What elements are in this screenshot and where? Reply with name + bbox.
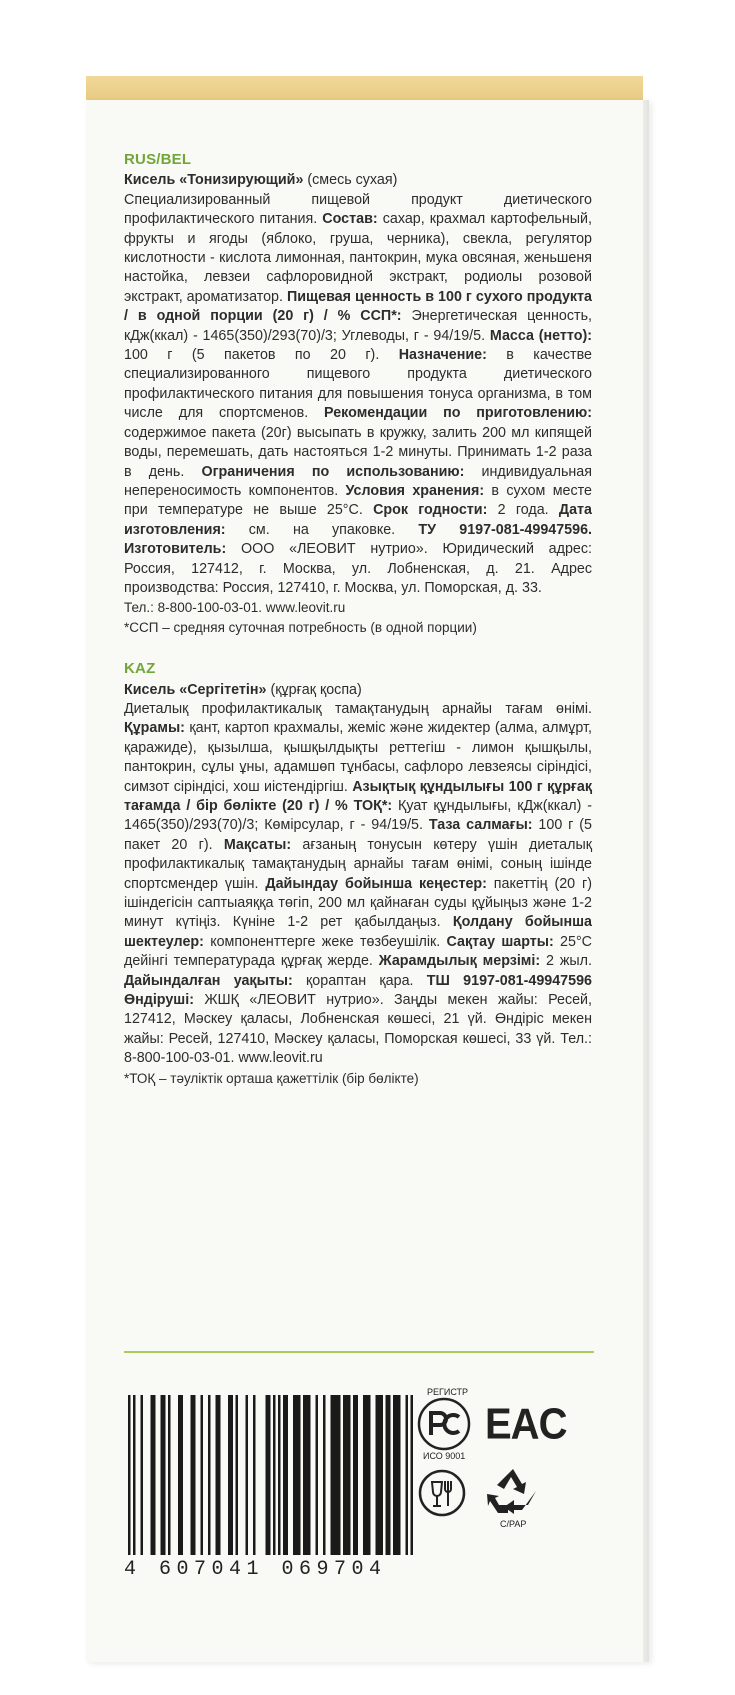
label-text-run: содержимое пакета (20г) высыпать в кружку, залить 200 мл кипящей воды, перемешать, дать настояться 1-2 минуты. Принимать 1-2 раза в день. xyxy=(124,424,592,480)
barcode-bar xyxy=(353,1395,358,1555)
footnote-rus: *ССП – средняя суточная потребность (в одной порции) xyxy=(124,619,477,635)
barcode-bar xyxy=(191,1395,196,1555)
label-heading: Дата изготовления: xyxy=(124,502,592,538)
label-text-run: 25°С дейінгі температурада құрғақ жерде. xyxy=(124,933,592,970)
barcode-bar xyxy=(411,1395,414,1555)
label-text-run: см. на упаковке. xyxy=(225,521,419,538)
label-heading: ТУ 9197-081-49947596. Изготовитель: xyxy=(124,521,592,558)
label-text-run: Специализированный пищевой продукт диетического профилактического питания. xyxy=(124,191,592,228)
product-title-rus xyxy=(124,171,592,190)
label-heading: Таза салмағы: xyxy=(428,817,533,834)
barcode-bar xyxy=(246,1395,249,1555)
label-text-run: 2 жыл. xyxy=(540,953,592,970)
barcode-bar xyxy=(151,1395,156,1555)
label-text-run: Диеталық профилактикалық тамақтанудың арнайы тағам өнімі. xyxy=(124,700,592,717)
barcode-bar xyxy=(133,1395,136,1555)
food-contact-icon xyxy=(417,1468,467,1518)
barcode-bar xyxy=(236,1395,239,1555)
lang-code-kaz: KAZ xyxy=(124,660,156,678)
barcode-bar xyxy=(323,1395,326,1555)
product-name-rus: Кисель «Тонизирующий» xyxy=(124,172,304,189)
rst-bottom-label: ИСО 9001 xyxy=(423,1451,466,1461)
product-type-rus: (смесь сухая) xyxy=(303,172,398,189)
label-text-run: Энергетическая ценность, кДж(ккал) - 1465(350)/293(70)/3; Углеводы, г - 94/19/5. xyxy=(124,308,592,344)
recycle-label: С/PAP xyxy=(500,1519,527,1529)
label-heading: Срок годности: xyxy=(373,502,488,519)
label-heading: Мақсаты: xyxy=(223,836,292,853)
footnote-kaz: *ТОҚ – тәуліктік орташа қажеттілік (бір бөлікте) xyxy=(124,1070,419,1086)
barcode-bar xyxy=(316,1395,319,1555)
label-heading: Дайындау бойынша кеңестер: xyxy=(265,875,487,892)
barcode-bar xyxy=(331,1395,341,1555)
label-heading: Жарамдылық мерзімі: xyxy=(378,953,541,970)
rst-certification-mark xyxy=(415,1387,473,1461)
label-heading: Дайындалған уақыты: xyxy=(124,972,293,989)
label-text-run: в качестве специализированного пищевого продукта диетического профилактического питания для повышения тонуса организма, в том числе для спортсменов. xyxy=(124,347,592,422)
label-text-run: қораптан қара. xyxy=(292,972,427,989)
label-text-run: сахар, крахмал картофельный, фрукты и ягоды (яблоко, груша, черника), свекла, регулятор кислотности - кислота лимонная, пантокрин, мука овсяная, женьшеня настойка, левзеи сафлоровидной экстракт, родиолы розовой экстракт, ароматизатор. xyxy=(124,211,593,305)
label-heading: Назначение: xyxy=(398,347,487,364)
contacts-rus: Тел.: 8-800-100-03-01. www.leovit.ru xyxy=(124,600,346,616)
barcode-bar xyxy=(208,1395,211,1555)
barcode-bar xyxy=(273,1395,276,1555)
label-text xyxy=(124,150,592,1088)
label-heading: Состав: xyxy=(322,211,378,228)
eac-mark: EAC xyxy=(485,1400,567,1449)
label-text-run: ағзаның тонусын көтеру үшін диеталық профилактикалық тамақтанудың арнайы тағам өнімі, соның ішінде спортсмендер үшін. xyxy=(124,836,592,892)
label-heading: Рекомендации по приготовлению: xyxy=(324,405,592,422)
barcode-bar xyxy=(406,1395,409,1555)
label-text-run: пакеттің (20 г) ішіндегісін саптыаяққа төгіп, 200 мл қайнаған суды құйыңыз және 1-2 минут күтіңіз. Күніне 1-2 рет қабылдаңыз. xyxy=(124,875,592,931)
barcode-bar xyxy=(128,1395,131,1555)
barcode-bar xyxy=(216,1395,221,1555)
rus-block xyxy=(124,150,592,637)
kaz-block xyxy=(124,659,592,1088)
barcode-bar xyxy=(161,1395,166,1555)
rst-top-label: РЕГИСТР xyxy=(427,1387,469,1397)
recycle-icon xyxy=(484,1465,542,1529)
product-type-kaz: (құрғақ қоспа) xyxy=(266,681,362,698)
lang-code-rus: RUS/BEL xyxy=(124,151,192,168)
barcode-bar xyxy=(293,1395,301,1555)
label-text-run: 100 г (5 пакетов по 20 г). xyxy=(124,347,399,364)
barcode-digits: 4 607041 069704 xyxy=(124,1558,387,1581)
package-side-edge xyxy=(643,100,649,1662)
label-text-run: индивидуальная непереносимость компонентов. xyxy=(124,463,592,499)
barcode-bar xyxy=(141,1395,144,1555)
label-text-run: қант, картоп крахмалы, жеміс және жидектер (алма, алмұрт, қаражиде), қызылша, қышқылдықты реттегіш - лимон қышқылы, пантокрин, сұлы ұны, адамшөп тұнбасы, сафлоро левзеясы сіріндісі, симзот сіріндісі, хош иістендіргіш. xyxy=(124,720,592,795)
barcode-bar xyxy=(201,1395,204,1555)
barcode-bar xyxy=(228,1395,233,1555)
barcode-bar xyxy=(376,1395,384,1555)
label-heading: Пищевая ценность в 100 г сухого продукта / в одной порции (20 г) / % ССП*: xyxy=(124,288,592,325)
label-text-run: Қуат құндылығы, кДж(ккал) - 1465(350)/293(70)/3; Көмірсулар, г - 94/19/5. xyxy=(124,798,592,834)
barcode-bar xyxy=(253,1395,256,1555)
barcode-bar xyxy=(283,1395,288,1555)
barcode-bar xyxy=(393,1395,401,1555)
barcode-bar xyxy=(278,1395,281,1555)
label-text-run: 2 года. xyxy=(487,502,559,519)
barcode-bar xyxy=(386,1395,391,1555)
label-text-run: компоненттерге жеке төзбеушілік. xyxy=(203,933,447,950)
label-text-run: ООО «ЛЕОВИТ нутрио». Юридический адрес: Россия, 127412, г. Москва, ул. Лобненская, д. 21. Адрес производства: Россия, 127410, г. Москва, ул. Поморская, д. 33. xyxy=(124,541,592,596)
barcode-bar xyxy=(343,1395,351,1555)
barcode-bar xyxy=(168,1395,171,1555)
barcode-bar xyxy=(303,1395,311,1555)
composition-text-rus xyxy=(124,191,592,599)
barcode-bar xyxy=(266,1395,271,1555)
label-heading: ТШ 9197-081-49947596 Өндіруші: xyxy=(124,972,592,1009)
label-text-run: в сухом месте при температуре не выше 25°С. xyxy=(124,482,592,519)
product-name-kaz: Кисель «Сергітетін» xyxy=(124,681,267,698)
composition-text-kaz xyxy=(124,700,592,1069)
label-text-run: ЖШҚ «ЛЕОВИТ нутрио». Заңды мекен жайы: Ресей, 127412, Мәскеу қаласы, Лобненская көшесі, 21 үй. Өндіріс мекен жайы: Ресей, 127410, Мәскеу қаласы, Поморская көшесі, 33 үй. Тел.: 8-800-100-03-01. www.leovit.ru xyxy=(124,992,592,1067)
label-heading: Условия хранения: xyxy=(345,482,485,499)
barcode-bar xyxy=(363,1395,371,1555)
label-heading: Азықтық құндылығы 100 г құрғақ тағамда / бір бөлікте (20 г) / % ТОҚ*: xyxy=(124,778,592,814)
barcode xyxy=(128,1395,413,1555)
label-heading: Ограничения по использованию: xyxy=(201,463,465,480)
product-title-kaz xyxy=(124,681,592,700)
green-divider xyxy=(124,1351,594,1353)
label-heading: Сақтау шарты: xyxy=(446,933,554,950)
barcode-bar xyxy=(178,1395,183,1555)
label-heading: Масса (нетто): xyxy=(489,327,592,344)
label-heading: Қолдану бойынша шектеулер: xyxy=(124,914,592,950)
label-heading: Құрамы: xyxy=(124,720,185,737)
label-text-run: 100 г (5 пакет 20 г). xyxy=(124,817,592,853)
